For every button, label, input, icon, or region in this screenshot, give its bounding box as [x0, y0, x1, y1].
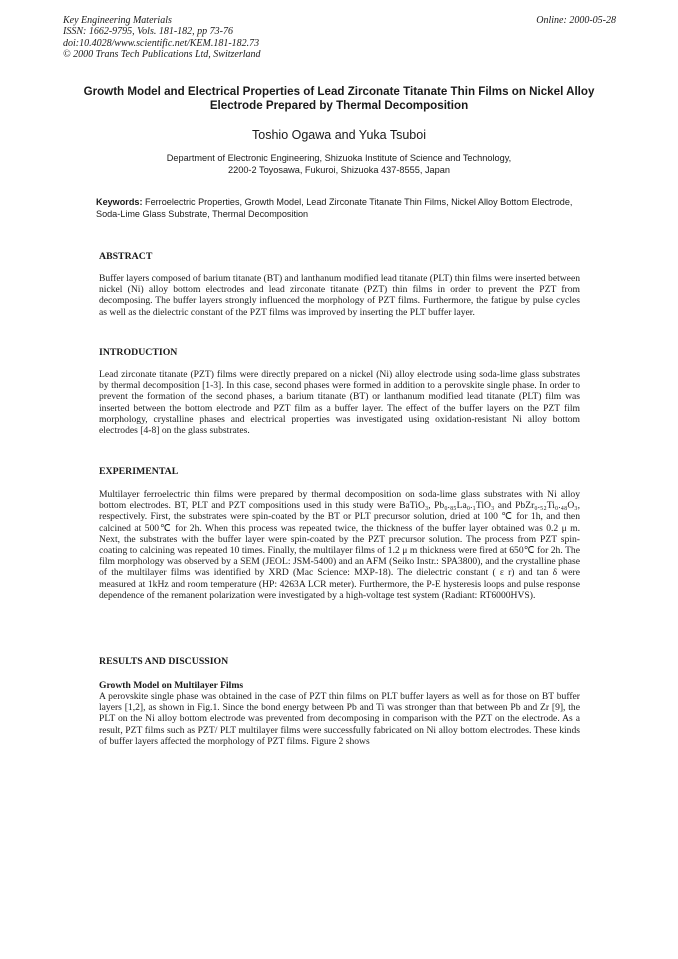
keywords: [96, 196, 586, 220]
experimental-heading: EXPERIMENTAL: [99, 466, 179, 477]
journal-name: Key Engineering Materials: [63, 15, 172, 26]
affiliation-line-1: Department of Electronic Engineering, Shizuoka Institute of Science and Technology,: [166, 153, 512, 163]
doi-line: doi:10.4028/www.scientific.net/KEM.181-182.73: [63, 37, 260, 49]
copyright-line: © 2000 Trans Tech Publications Ltd, Switzerland: [63, 49, 261, 61]
keywords-text: Ferroelectric Properties, Growth Model, Lead Zirconate Titanate Thin Films, Nickel Alloy Bottom Electrode, Soda-Lime Glass Substrate, Thermal Decomposition: [96, 197, 573, 219]
experimental-text: Multilayer ferroelectric thin films were prepared by thermal decomposition on soda-lime glass substrates with Ni alloy bottom electrodes. BT, PLT and PZT compositions used in this study were BaTiO₃, Pb₀.₈₅La₀.₁TiO₃ and PbZr₀.₅₂Ti₀.₄₈O₃, respectively. First, the substrates were spin-coated by the BT or PLT precursor solution, dried at 100 ℃ for 1h, and then calcined at 500℃ for 2h. When this process was repeated twice, the thickness of the buffer layer obtained was 0.2 μ m. Next, the substrates with the buffer layer were spin-coated by the PZT precursor solution. The process from PZT spin-coating to calcining was repeated 10 times. Finally, the multilayer films of 1.2 μ m thickness were fired at 650℃ for 2h. The film morphology was observed by a SEM (JEOL: JSM-5400) and an AFM (Seiko Instr.: SPA3800), and the crystalline phase of the multilayer films was identified by XRD (Mac Science: MXP-18). The dielectric constant ( ε r) and tan δ were measured at 1kHz and room temperature (HP: 4263A LCR meter). Furthermore, the P-E hysteresis loops and pulse response dependence of the remanent polarization were investigated by a high-voltage test system (Radiant: RT6000HVS).: [99, 489, 580, 601]
abstract-text: Buffer layers composed of barium titanate (BT) and lanthanum modified lead titanate (PLT) thin films were inserted between nickel (Ni) alloy bottom electrodes and lead zirconate titanate (PZT) thin films in order to prevent the PZT from decomposing. The buffer layers strongly influenced the morphology of PZT films. Furthermore, the fatigue by pulse cycles as well as the dielectric constant of the PZT films was improved by inserting the PLT buffer layer.: [99, 273, 580, 318]
journal-header: [63, 15, 261, 61]
affiliation-line-2: 2200-2 Toyosawa, Fukuroi, Shizuoka 437-8555, Japan: [227, 165, 450, 175]
abstract-heading: ABSTRACT: [99, 251, 153, 262]
growth-model-subheading: Growth Model on Multilayer Films: [99, 680, 244, 691]
paper-authors: Toshio Ogawa and Yuka Tsuboi: [252, 128, 426, 142]
issn-line: ISSN: 1662-9795, Vols. 181-182, pp 73-76: [63, 26, 233, 38]
keywords-label: Keywords:: [96, 197, 143, 207]
paper-title: Growth Model and Electrical Properties of Lead Zirconate Titanate Thin Films on Nickel Alloy Electrode Prepared by Thermal Decomposition: [83, 85, 595, 112]
results-text: A perovskite single phase was obtained in the case of PZT thin films on PLT buffer layers as well as for those on BT buffer layers [1,2], as shown in Fig.1. Since the bond energy between Pb and Ti was stronger than that between Pb and Zr [9], the PLT on the Ni alloy bottom electrode was prevented from decomposing in comparison with the PZT on the electrode. As a result, PZT films such as PZT/ PLT multilayer films were successfully fabricated on Ni alloy bottom electrodes. These kinds of buffer layers affected the morphology of PZT films. Figure 2 shows: [99, 691, 580, 747]
affiliation: [100, 152, 578, 176]
introduction-text: Lead zirconate titanate (PZT) films were directly prepared on a nickel (Ni) alloy electrode using soda-lime glass substrates by thermal decomposition [1-3]. In this case, second phases were formed in addition to a perovskite single phase. In order to prevent the formation of the second phases, a barium titanate (BT) or lanthanum modified lead titanate (PLT) film was inserted between the bottom electrode and PZT film as a buffer layer. The effect of the buffer layers on the PZT film morphology, crystalline phases and electrical properties was investigated using oxidation-resistant Ni alloy bottom electrodes [4-8] on the glass substrates.: [99, 369, 580, 437]
online-date: Online: 2000-05-28: [536, 15, 616, 26]
results-heading: RESULTS AND DISCUSSION: [99, 656, 229, 667]
introduction-heading: INTRODUCTION: [99, 347, 178, 358]
